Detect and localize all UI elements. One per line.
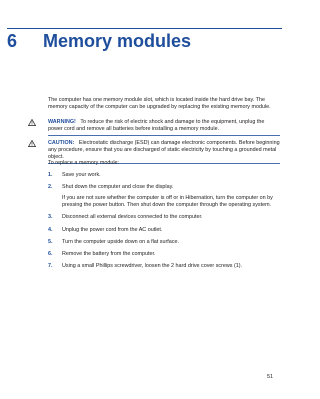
intro-paragraph: The computer has one memory module slot, which is located inside the hard drive bay. The memory capacity of the computer can be upgraded by replacing the existing memory module. [48,97,271,110]
step-text: Save your work. [62,172,101,178]
step-item [48,263,280,270]
chapter-number: 6 [7,31,18,51]
warning-notice [28,119,280,133]
step-number: 4. [48,226,53,233]
step-subtext: If you are not sure whether the computer is off or in Hibernation, turn the computer on by pressing the power button. Then shut down the computer through the operating system. [62,195,273,209]
step-item [48,172,280,179]
step-item [48,184,280,209]
step-item [48,227,280,234]
caution-notice [28,140,280,161]
warning-label: WARNING! [48,119,76,125]
chapter-heading [7,31,191,53]
step-text: Unplug the power cord from the AC outlet. [62,226,163,233]
step-number: 2. [48,184,53,191]
caution-label: CAUTION: [48,140,75,146]
step-number: 5. [48,238,53,245]
step-text: Remove the battery from the computer. [62,250,156,257]
step-item [48,251,280,258]
caution-triangle-icon [28,140,36,147]
step-text: Turn the computer upside down on a flat surface. [62,238,179,245]
chapter-title: Memory modules [43,31,192,51]
step-item [48,239,280,246]
warning-underline [48,135,280,136]
step-text: Shut down the computer and close the display. [62,184,174,191]
page-number: 51 [267,374,273,380]
caution-text: Electrostatic discharge (ESD) can damage electronic components. Before beginning any procedure, ensure that you are discharged of static electricity by touching a grounded metal object. [48,140,280,160]
procedure-lead: To replace a memory module: [48,160,120,166]
procedure-steps [48,172,280,275]
chapter-rule [7,28,282,29]
step-text: Using a small Phillips screwdriver, loosen the 2 hard drive cover screws (1). [62,263,243,270]
step-number: 6. [48,250,53,257]
warning-triangle-icon [28,119,36,126]
step-item [48,214,280,221]
warning-text: To reduce the risk of electric shock and damage to the equipment, unplug the power cord and remove all batteries before installing a memory module. [48,119,265,132]
step-number: 3. [48,214,53,221]
step-number: 7. [48,263,53,270]
step-text: Disconnect all external devices connected to the computer. [62,214,203,221]
step-number: 1. [48,172,53,178]
